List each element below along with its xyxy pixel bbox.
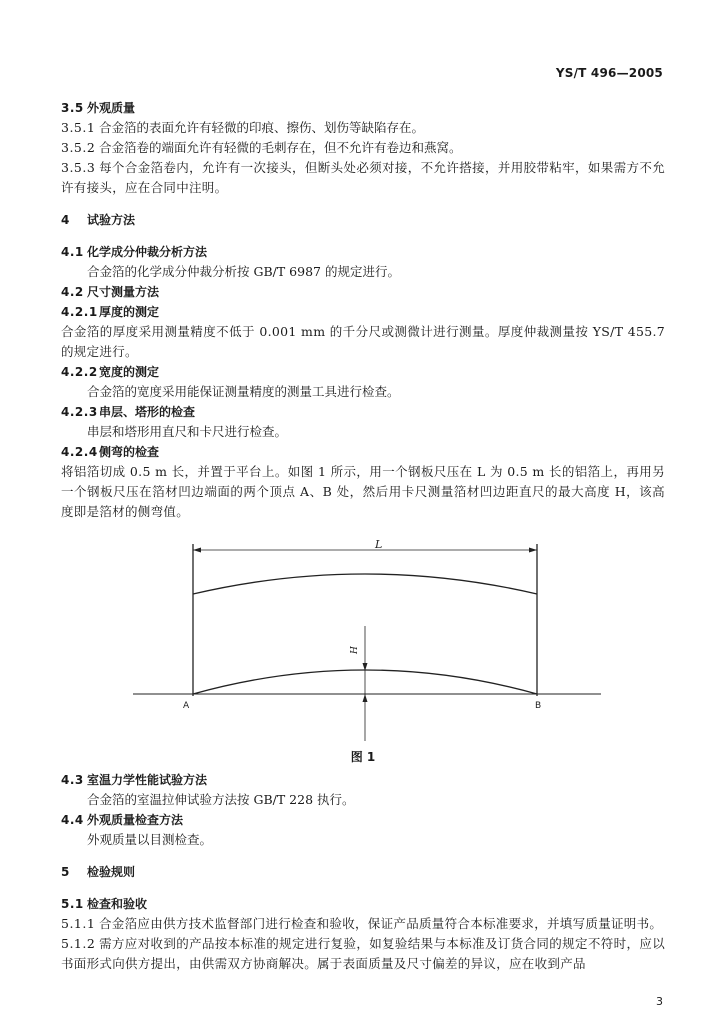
section-4-2-4-text: 将铝箔切成 0.5 m 长，并置于平台上。如图 1 所示，用一个钢板尺压在 L 为 0.5 m 长的铝箔上，再用另一个钢板尺压在箔材凹边端面的两个顶点 A、B 处，然后用卡尺测量箔材凹边距直尺的最大高度 H，该高度即是箔材的侧弯值。 [61,464,665,519]
clause-5-1-2 [61,934,665,974]
section-title: 厚度的测定 [99,305,160,319]
section-number: 4.2.4 [61,445,98,459]
label-B: B [535,701,542,711]
section-number: 4.3 [61,773,84,787]
foil-top-edge [193,574,537,594]
section-title: 串层、塔形的检查 [99,405,196,419]
section-number: 4.1 [61,245,84,259]
clause-3-5-1 [61,118,665,138]
label-L: L [375,538,383,551]
section-number: 4.2 [61,285,84,299]
section-5-heading [61,862,665,882]
clause-number: 3.5.3 [61,160,96,175]
arrow-left [193,548,201,553]
clause-number: 3.5.1 [61,120,96,135]
section-4-heading [61,210,665,230]
figure-1 [61,536,665,746]
clause-3-5-3 [61,158,665,198]
section-title: 尺寸测量方法 [87,285,160,299]
section-4-1-text: 合金箔的化学成分仲裁分析按 GB/T 6987 的规定进行。 [87,264,400,279]
section-number: 5.1 [61,897,84,911]
section-title: 试验方法 [87,213,136,227]
section-4-3-heading [61,770,665,790]
h-arrow-bottom [363,694,368,702]
clause-5-1-1 [61,914,665,934]
standard-code: YS/T 496—2005 [555,66,663,80]
section-4-2-1-heading [61,302,665,322]
figure-1-caption: 图 1 [350,750,376,764]
clause-number: 5.1.1 [61,916,96,931]
section-title: 室温力学性能试验方法 [87,773,208,787]
section-title: 检验规则 [87,865,136,879]
clause-text: 需方应对收到的产品按本标准的规定进行复验，如复验结果与本标准及订货合同的规定不符时，应以书面形式向供方提出，由供需双方协商解决。属于表面质量及尺寸偏差的异议，应在收到产品 [61,936,665,971]
clause-number: 5.1.2 [61,936,96,951]
section-4-2-3-text: 串层和塔形用直尺和卡尺进行检查。 [87,424,288,439]
section-4-1-heading [61,242,665,262]
section-5-1-heading [61,894,665,914]
section-number: 4 [61,213,70,227]
section-4-2-2-text: 合金箔的宽度采用能保证测量精度的测量工具进行检查。 [87,384,400,399]
section-4-4-heading [61,810,665,830]
section-3-5-heading [61,98,665,118]
section-number: 4.2.2 [61,365,98,379]
arrow-right [529,548,537,553]
section-title: 化学成分仲裁分析方法 [87,245,208,259]
section-title: 外观质量 [87,101,136,115]
clause-text: 合金箔应由供方技术监督部门进行检查和验收，保证产品质量符合本标准要求，并填写质量证明书。 [99,916,663,931]
section-4-2-1-text: 合金箔的厚度采用测量精度不低于 0.001 mm 的千分尺或测微计进行测量。厚度仲裁测量按 YS/T 455.7的规定进行。 [61,324,665,359]
page-number: 3 [656,995,663,1008]
clause-text: 每个合金箔卷内，允许有一次接头，但断头处必须对接，不允许搭接，并用胶带粘牢，如果需方不允许有接头，应在合同中注明。 [61,160,665,195]
section-title: 检查和验收 [87,897,148,911]
label-H: H [350,646,360,654]
section-title: 外观质量检查方法 [87,813,184,827]
clause-number: 3.5.2 [61,140,96,155]
section-title: 宽度的测定 [99,365,160,379]
section-number: 5 [61,865,70,879]
figure-1-diagram [61,536,665,746]
section-4-2-3-heading [61,402,665,422]
section-4-4-text: 外观质量以目测检查。 [87,832,213,847]
section-4-2-heading [61,282,665,302]
section-number: 4.4 [61,813,84,827]
section-title: 侧弯的检查 [99,445,160,459]
clause-text: 合金箔的表面允许有轻微的印痕、擦伤、划伤等缺陷存在。 [99,120,425,135]
document-body [61,98,665,974]
section-4-2-2-heading [61,362,665,382]
section-4-3-text: 合金箔的室温拉伸试验方法按 GB/T 228 执行。 [87,792,355,807]
label-A: A [183,701,190,711]
clause-text: 合金箔卷的端面允许有轻微的毛刺存在，但不允许有卷边和燕窝。 [99,140,462,155]
clause-3-5-2 [61,138,665,158]
section-number: 4.2.1 [61,305,98,319]
section-4-2-4-heading [61,442,665,462]
section-number: 3.5 [61,101,84,115]
section-number: 4.2.3 [61,405,98,419]
